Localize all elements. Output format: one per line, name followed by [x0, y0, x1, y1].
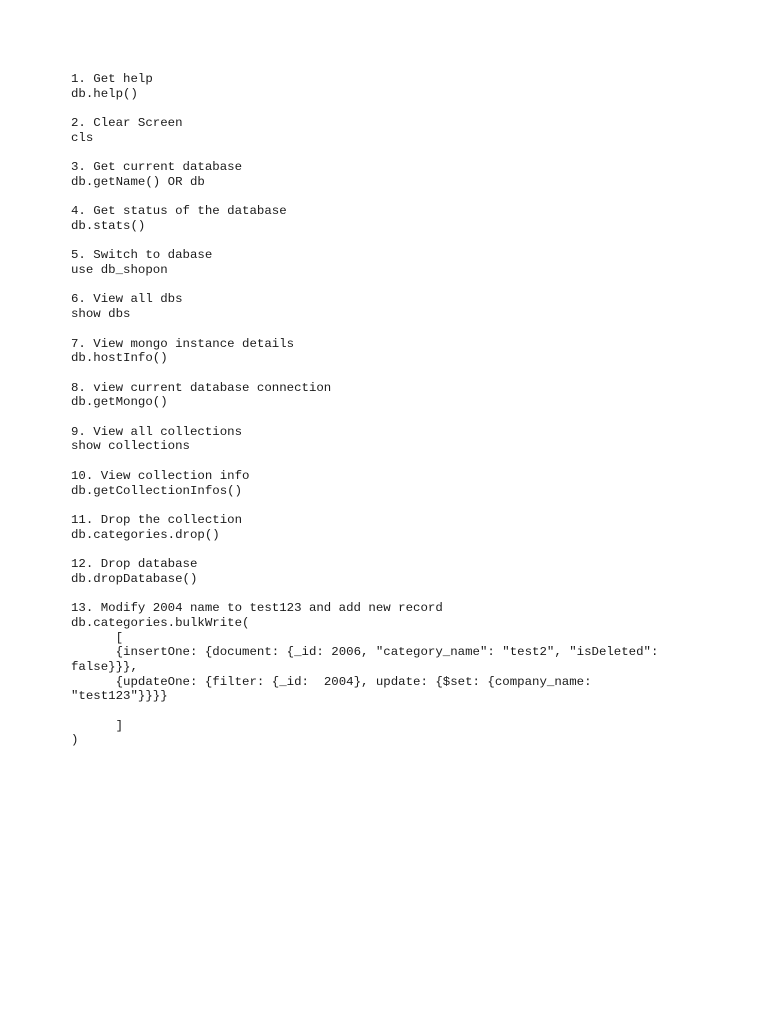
section-title: 1. Get help [71, 72, 153, 86]
code-line: false}}}, [71, 659, 138, 674]
code-line: {insertOne: {document: {_id: 2006, "category_name": "test2", "isDeleted": [71, 645, 659, 660]
command-line: cls [71, 130, 94, 145]
section-5-switch-database [71, 248, 711, 277]
command-line: db.getName() OR db [71, 174, 205, 189]
section-8-database-connection [71, 381, 711, 410]
section-title: 6. View all dbs [71, 292, 183, 307]
command-line: db.getCollectionInfos() [71, 483, 243, 498]
code-line: db.categories.bulkWrite( [71, 615, 250, 630]
section-title: 5. Switch to dabase [71, 248, 213, 263]
code-line [71, 704, 711, 719]
section-title: 11. Drop the collection [71, 512, 243, 527]
section-title: 12. Drop database [71, 557, 198, 572]
command-line: db.stats() [71, 218, 146, 233]
section-6-view-dbs [71, 292, 711, 321]
command-line: show collections [71, 439, 190, 454]
section-title: 4. Get status of the database [71, 204, 287, 219]
command-line: db.dropDatabase() [71, 571, 198, 586]
section-title: 13. Modify 2004 name to test123 and add new record [71, 601, 443, 616]
section-7-instance-details [71, 337, 711, 366]
section-11-drop-collection [71, 513, 711, 542]
section-10-collection-info [71, 469, 711, 498]
command-line: db.hostInfo() [71, 351, 168, 366]
section-3-current-database [71, 160, 711, 189]
code-line: "test123"}}}} [71, 689, 168, 704]
code-line: [ [71, 630, 124, 645]
section-title: 9. View all collections [71, 424, 243, 439]
section-13-bulk-write [71, 601, 711, 748]
section-title: 8. view current database connection [71, 380, 332, 395]
code-line: ) [71, 733, 79, 748]
section-title: 7. View mongo instance details [71, 336, 295, 351]
section-title: 3. Get current database [71, 160, 243, 175]
section-title: 2. Clear Screen [71, 116, 183, 131]
section-1-get-help [71, 72, 711, 101]
command-line: db.categories.drop() [71, 527, 220, 542]
command-line: db.help() [71, 86, 138, 101]
section-2-clear-screen [71, 116, 711, 145]
code-line: ] [71, 718, 124, 733]
document-page [71, 72, 711, 763]
command-line: use db_shopon [71, 263, 168, 278]
section-4-database-status [71, 204, 711, 233]
command-line: db.getMongo() [71, 395, 168, 410]
section-9-view-collections [71, 425, 711, 454]
section-title: 10. View collection info [71, 468, 250, 483]
command-line: show dbs [71, 307, 131, 322]
section-12-drop-database [71, 557, 711, 586]
code-line: {updateOne: {filter: {_id: 2004}, update: {$set: {company_name: [71, 674, 592, 689]
